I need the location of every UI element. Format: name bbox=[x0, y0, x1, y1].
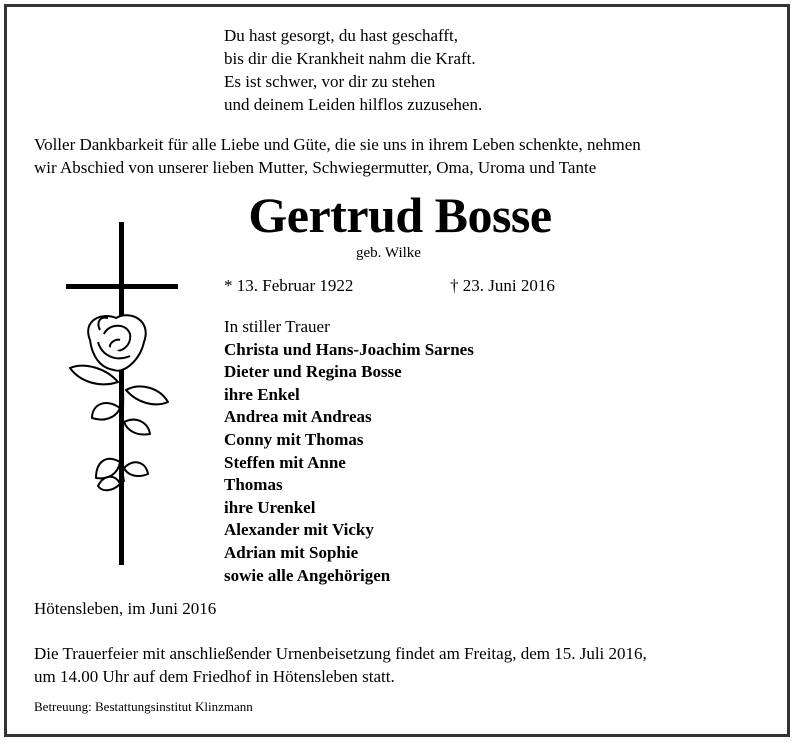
mourners-heading: In stiller Trauer bbox=[224, 317, 330, 336]
service-line: um 14.00 Uhr auf dem Friedhof in Hötensleben statt. bbox=[34, 667, 395, 686]
mourner-row: Thomas bbox=[224, 475, 283, 495]
birth-date: * 13. Februar 1922 bbox=[224, 276, 354, 295]
service-line: Die Trauerfeier mit anschließender Urnenbeisetzung findet am Freitag, dem 15. Juli 2016, bbox=[34, 644, 647, 663]
mourner-row: ihre Enkel bbox=[224, 384, 300, 404]
mourner-row: sowie alle Angehörigen bbox=[224, 565, 391, 585]
poem-line: Du hast gesorgt, du hast geschafft, bbox=[224, 26, 459, 45]
mourner-row: Alexander mit Vicky bbox=[224, 520, 374, 540]
poem bbox=[224, 24, 482, 116]
mourner-row: Conny mit Thomas bbox=[224, 429, 364, 449]
mourner-row: ihre Urenkel bbox=[224, 497, 316, 517]
mourner-row: Andrea mit Andreas bbox=[224, 407, 372, 427]
mourner-row: Christa und Hans-Joachim Sarnes bbox=[224, 339, 474, 359]
mourner-row: Adrian mit Sophie bbox=[224, 542, 359, 562]
poem-line: bis dir die Krankheit nahm die Kraft. bbox=[224, 49, 476, 68]
cross-with-rose bbox=[60, 222, 180, 572]
undertaker-credit: Betreuung: Bestattungsinstitut Klinzmann bbox=[34, 699, 253, 714]
poem-line: und deinem Leiden hilflos zuzusehen. bbox=[224, 95, 483, 114]
intro-line: Voller Dankbarkeit für alle Liebe und Güte, die sie uns in ihrem Leben schenkte, nehmen bbox=[34, 135, 641, 154]
mourner-row: Steffen mit Anne bbox=[224, 452, 346, 472]
poem-line: Es ist schwer, vor dir zu stehen bbox=[224, 72, 436, 91]
intro-line: wir Abschied von unserer lieben Mutter, Schwiegermutter, Oma, Uroma und Tante bbox=[34, 158, 597, 177]
place-and-date: Hötensleben, im Juni 2016 bbox=[34, 599, 217, 618]
death-date: † 23. Juni 2016 bbox=[450, 276, 555, 295]
mourners-list bbox=[224, 316, 474, 587]
maiden-name: geb. Wilke bbox=[356, 245, 421, 261]
deceased-name: Gertrud Bosse bbox=[248, 187, 552, 243]
mourner-row: Dieter und Regina Bosse bbox=[224, 362, 402, 382]
intro-text bbox=[34, 133, 774, 179]
funeral-service-info bbox=[34, 642, 779, 688]
